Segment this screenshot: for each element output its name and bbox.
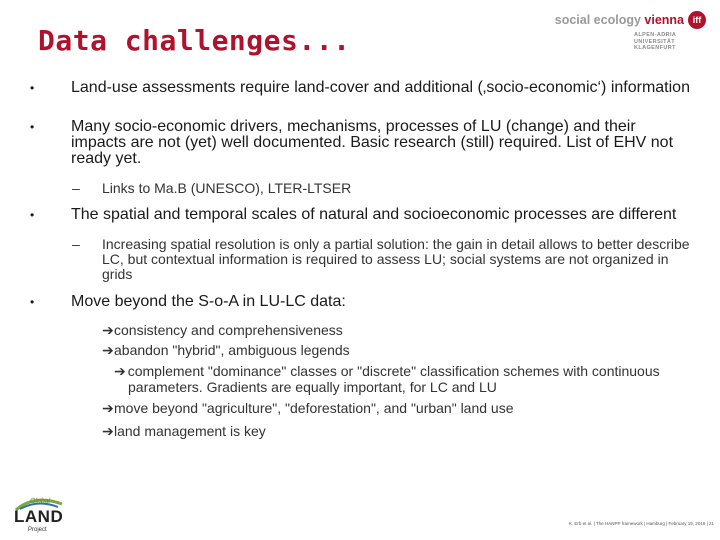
brand-prefix: social ecology (554, 13, 645, 27)
iff-badge-icon: iff (688, 11, 706, 29)
bullet-text: Land-use assessments require land-cover and additional (‚socio-economic‘) information (71, 79, 690, 96)
sub-bullet-text: Links to Ma.B (UNESCO), LTER-LTSER (102, 180, 352, 196)
bullet-item (30, 294, 695, 310)
arrow-right-icon: ➔ (102, 322, 114, 338)
arrow-item (30, 398, 695, 418)
uni-line: ALPEN-ADRIA (634, 32, 677, 38)
arrow-item (30, 421, 695, 441)
bullet-dot-icon: • (30, 295, 35, 309)
arrow-text: complement "dominance" classes or "discrete" classification schemes with continuous parameters. Gradients are equally important, for LC and LU (127, 363, 660, 395)
arrow-item (30, 320, 695, 340)
arrow-text: move beyond "agriculture", "deforestation", and "urban" land use (114, 400, 514, 416)
page-title: Data challenges... (38, 24, 351, 57)
sub-bullet-text: Increasing spatial resolution is only a partial solution: the gain in detail allows to better describe LC, but contextual information is required to assess LU; social systems are not organized in grids (102, 236, 690, 282)
bullet-text: Many socio-economic drivers, mechanisms, processes of LU (change) and their impacts are not (yet) well documented. Basic research (still) required. List of EHV not ready yet. (71, 118, 674, 167)
slide-footer: K. Erb et al. | The HANPP framework | Hamburg | February 15, 2016 | 21 (568, 521, 714, 526)
arrow-right-icon: ➔ (102, 400, 114, 416)
logo-project-text: Project (28, 527, 47, 533)
arrow-item (30, 340, 695, 360)
sub-bullet-item (30, 237, 695, 282)
bullet-dot-icon: • (30, 208, 35, 222)
arrow-text: land management is key (114, 423, 266, 439)
brand-highlight: vienna (644, 13, 684, 27)
arrow-item (30, 363, 695, 395)
bullet-text: Move beyond the S-o-A in LU-LC data: (71, 293, 346, 310)
logo-land-text: LAND (14, 507, 64, 526)
slide-content (30, 80, 695, 441)
dash-icon: – (72, 236, 80, 252)
arrow-text: consistency and comprehensiveness (114, 322, 343, 338)
social-ecology-vienna-logo (554, 8, 712, 51)
brand-text (555, 13, 684, 27)
arrow-right-icon: ➔ (102, 342, 114, 358)
arrow-text: abandon "hybrid", ambiguous legends (114, 342, 350, 358)
bullet-text: The spatial and temporal scales of natural and socioeconomic processes are different (71, 206, 677, 223)
arrow-right-icon: ➔ (114, 363, 126, 379)
uni-line: KLAGENFURT (634, 45, 676, 51)
university-name (634, 32, 676, 52)
global-land-project-logo (10, 496, 70, 536)
bullet-dot-icon: • (30, 120, 35, 134)
bullet-item (30, 80, 695, 96)
uni-line: UNIVERSITÄT (634, 38, 676, 45)
bullet-dot-icon: • (30, 81, 35, 95)
logo-global-text: Global (30, 498, 51, 505)
arrow-right-icon: ➔ (102, 423, 114, 439)
dash-icon: – (72, 180, 80, 196)
bullet-item (30, 207, 695, 223)
bullet-item (30, 119, 695, 167)
sub-bullet-item (30, 181, 695, 196)
